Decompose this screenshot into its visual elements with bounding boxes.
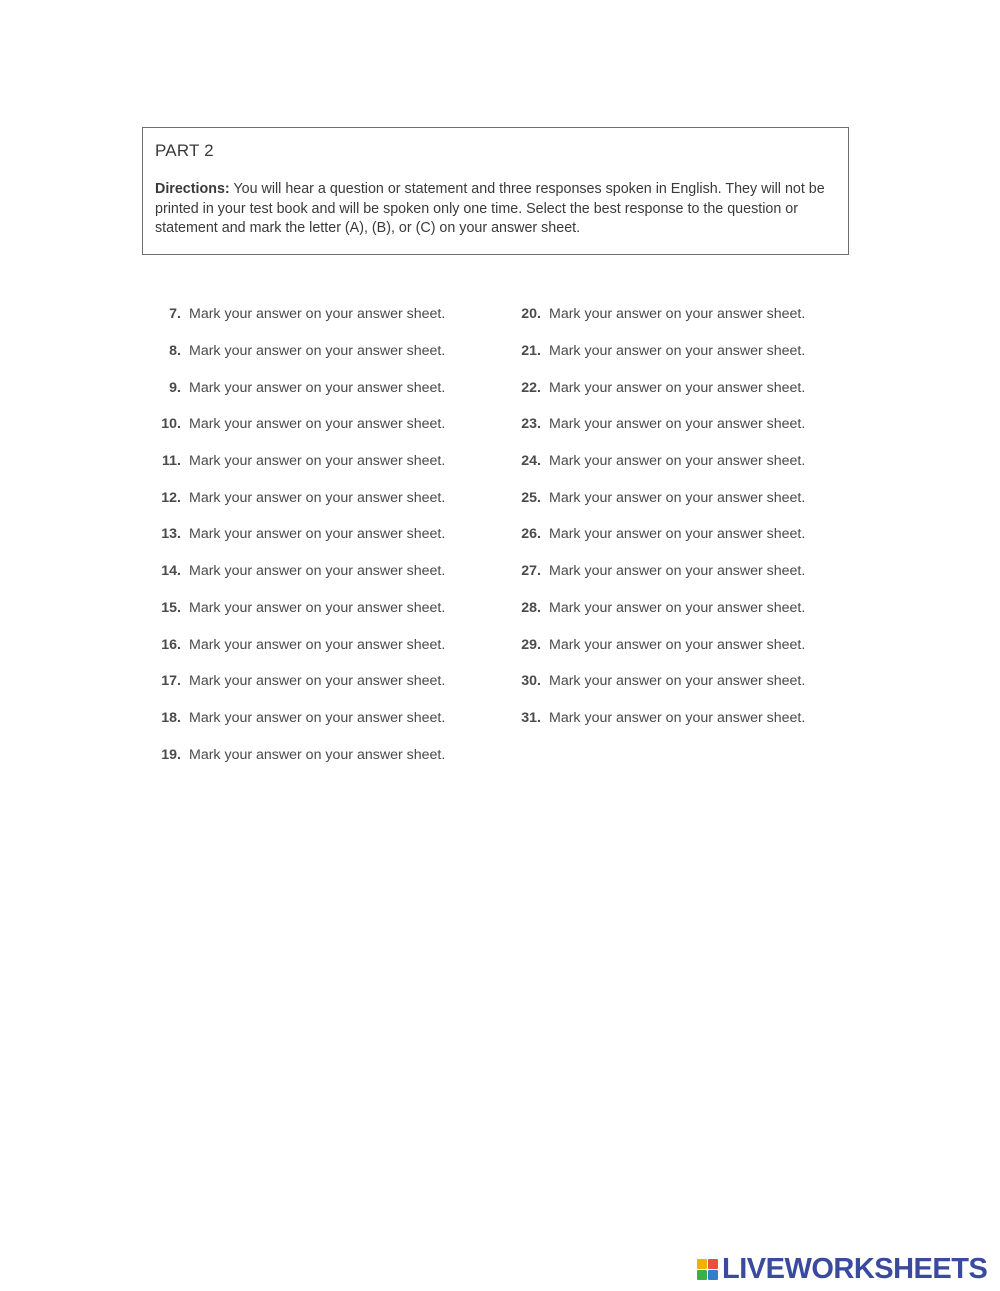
question-text: Mark your answer on your answer sheet. [549, 379, 806, 396]
question-item [508, 443, 838, 480]
question-item [148, 333, 478, 370]
question-number: 14. [161, 563, 181, 580]
question-text: Mark your answer on your answer sheet. [549, 306, 806, 323]
question-number: 21. [521, 343, 541, 360]
question-number: 12. [161, 489, 181, 506]
directions-box [142, 127, 849, 255]
question-text: Mark your answer on your answer sheet. [189, 416, 446, 433]
question-text: Mark your answer on your answer sheet. [189, 526, 446, 543]
logo-square [697, 1259, 707, 1269]
question-item [148, 443, 478, 480]
question-text: Mark your answer on your answer sheet. [549, 673, 806, 690]
question-item [148, 553, 478, 590]
question-text: Mark your answer on your answer sheet. [189, 746, 446, 763]
question-number: 28. [521, 599, 541, 616]
question-number: 15. [161, 599, 181, 616]
question-item [148, 516, 478, 553]
logo-square [708, 1270, 718, 1280]
question-list-right [508, 296, 838, 736]
question-item [148, 700, 478, 737]
question-item [508, 590, 838, 627]
question-number: 18. [161, 709, 181, 726]
question-number: 31. [521, 709, 541, 726]
question-number: 13. [161, 526, 181, 543]
question-item [148, 663, 478, 700]
question-number: 19. [161, 746, 181, 763]
question-item [508, 296, 838, 333]
question-item [508, 700, 838, 737]
question-item [508, 663, 838, 700]
question-text: Mark your answer on your answer sheet. [549, 416, 806, 433]
question-number: 16. [161, 636, 181, 653]
question-number: 7. [169, 306, 181, 323]
liveworksheets-logo [697, 1253, 987, 1286]
question-text: Mark your answer on your answer sheet. [189, 599, 446, 616]
question-number: 11. [162, 453, 181, 470]
question-text: Mark your answer on your answer sheet. [189, 563, 446, 580]
question-item [148, 406, 478, 443]
logo-square [708, 1259, 718, 1269]
question-item [508, 406, 838, 443]
question-number: 26. [521, 526, 541, 543]
liveworksheets-logo-icon [697, 1259, 718, 1280]
question-text: Mark your answer on your answer sheet. [189, 379, 446, 396]
question-number: 22. [521, 379, 541, 396]
question-item [148, 736, 478, 773]
question-item [148, 626, 478, 663]
question-text: Mark your answer on your answer sheet. [189, 343, 446, 360]
question-item [148, 369, 478, 406]
question-text: Mark your answer on your answer sheet. [549, 709, 806, 726]
question-text: Mark your answer on your answer sheet. [549, 526, 806, 543]
question-item [508, 516, 838, 553]
question-number: 29. [521, 636, 541, 653]
directions-text: You will hear a question or statement and three responses spoken in English. They will not be printed in your test book and will be spoken only one time. Select the best response to the question or statement and mark the letter (A), (B), or (C) on your answer sheet. [155, 181, 825, 236]
question-number: 17. [161, 673, 181, 690]
question-text: Mark your answer on your answer sheet. [189, 453, 446, 470]
question-item [148, 479, 478, 516]
logo-square [697, 1270, 707, 1280]
question-number: 20. [521, 306, 541, 323]
question-text: Mark your answer on your answer sheet. [549, 636, 806, 653]
question-text: Mark your answer on your answer sheet. [549, 343, 806, 360]
question-item [148, 590, 478, 627]
directions-paragraph [155, 180, 836, 239]
question-text: Mark your answer on your answer sheet. [189, 636, 446, 653]
question-number: 24. [521, 453, 541, 470]
question-item [508, 553, 838, 590]
question-item [148, 296, 478, 333]
question-number: 25. [521, 489, 541, 506]
question-item [508, 333, 838, 370]
question-number: 9. [169, 379, 181, 396]
question-number: 8. [169, 343, 181, 360]
question-text: Mark your answer on your answer sheet. [549, 599, 806, 616]
question-list-left [148, 296, 478, 773]
question-text: Mark your answer on your answer sheet. [189, 709, 446, 726]
question-text: Mark your answer on your answer sheet. [189, 306, 446, 323]
question-item [508, 369, 838, 406]
question-number: 10. [161, 416, 181, 433]
question-text: Mark your answer on your answer sheet. [189, 489, 446, 506]
question-item [508, 626, 838, 663]
logo-text: LIVEWORKSHEETS [722, 1253, 988, 1285]
question-text: Mark your answer on your answer sheet. [189, 673, 446, 690]
directions-label: Directions: [155, 181, 230, 197]
question-text: Mark your answer on your answer sheet. [549, 563, 806, 580]
question-number: 27. [521, 563, 541, 580]
question-text: Mark your answer on your answer sheet. [549, 489, 806, 506]
question-text: Mark your answer on your answer sheet. [549, 453, 806, 470]
question-number: 23. [521, 416, 541, 433]
question-item [508, 479, 838, 516]
question-number: 30. [521, 673, 541, 690]
part-title: PART 2 [155, 141, 214, 160]
